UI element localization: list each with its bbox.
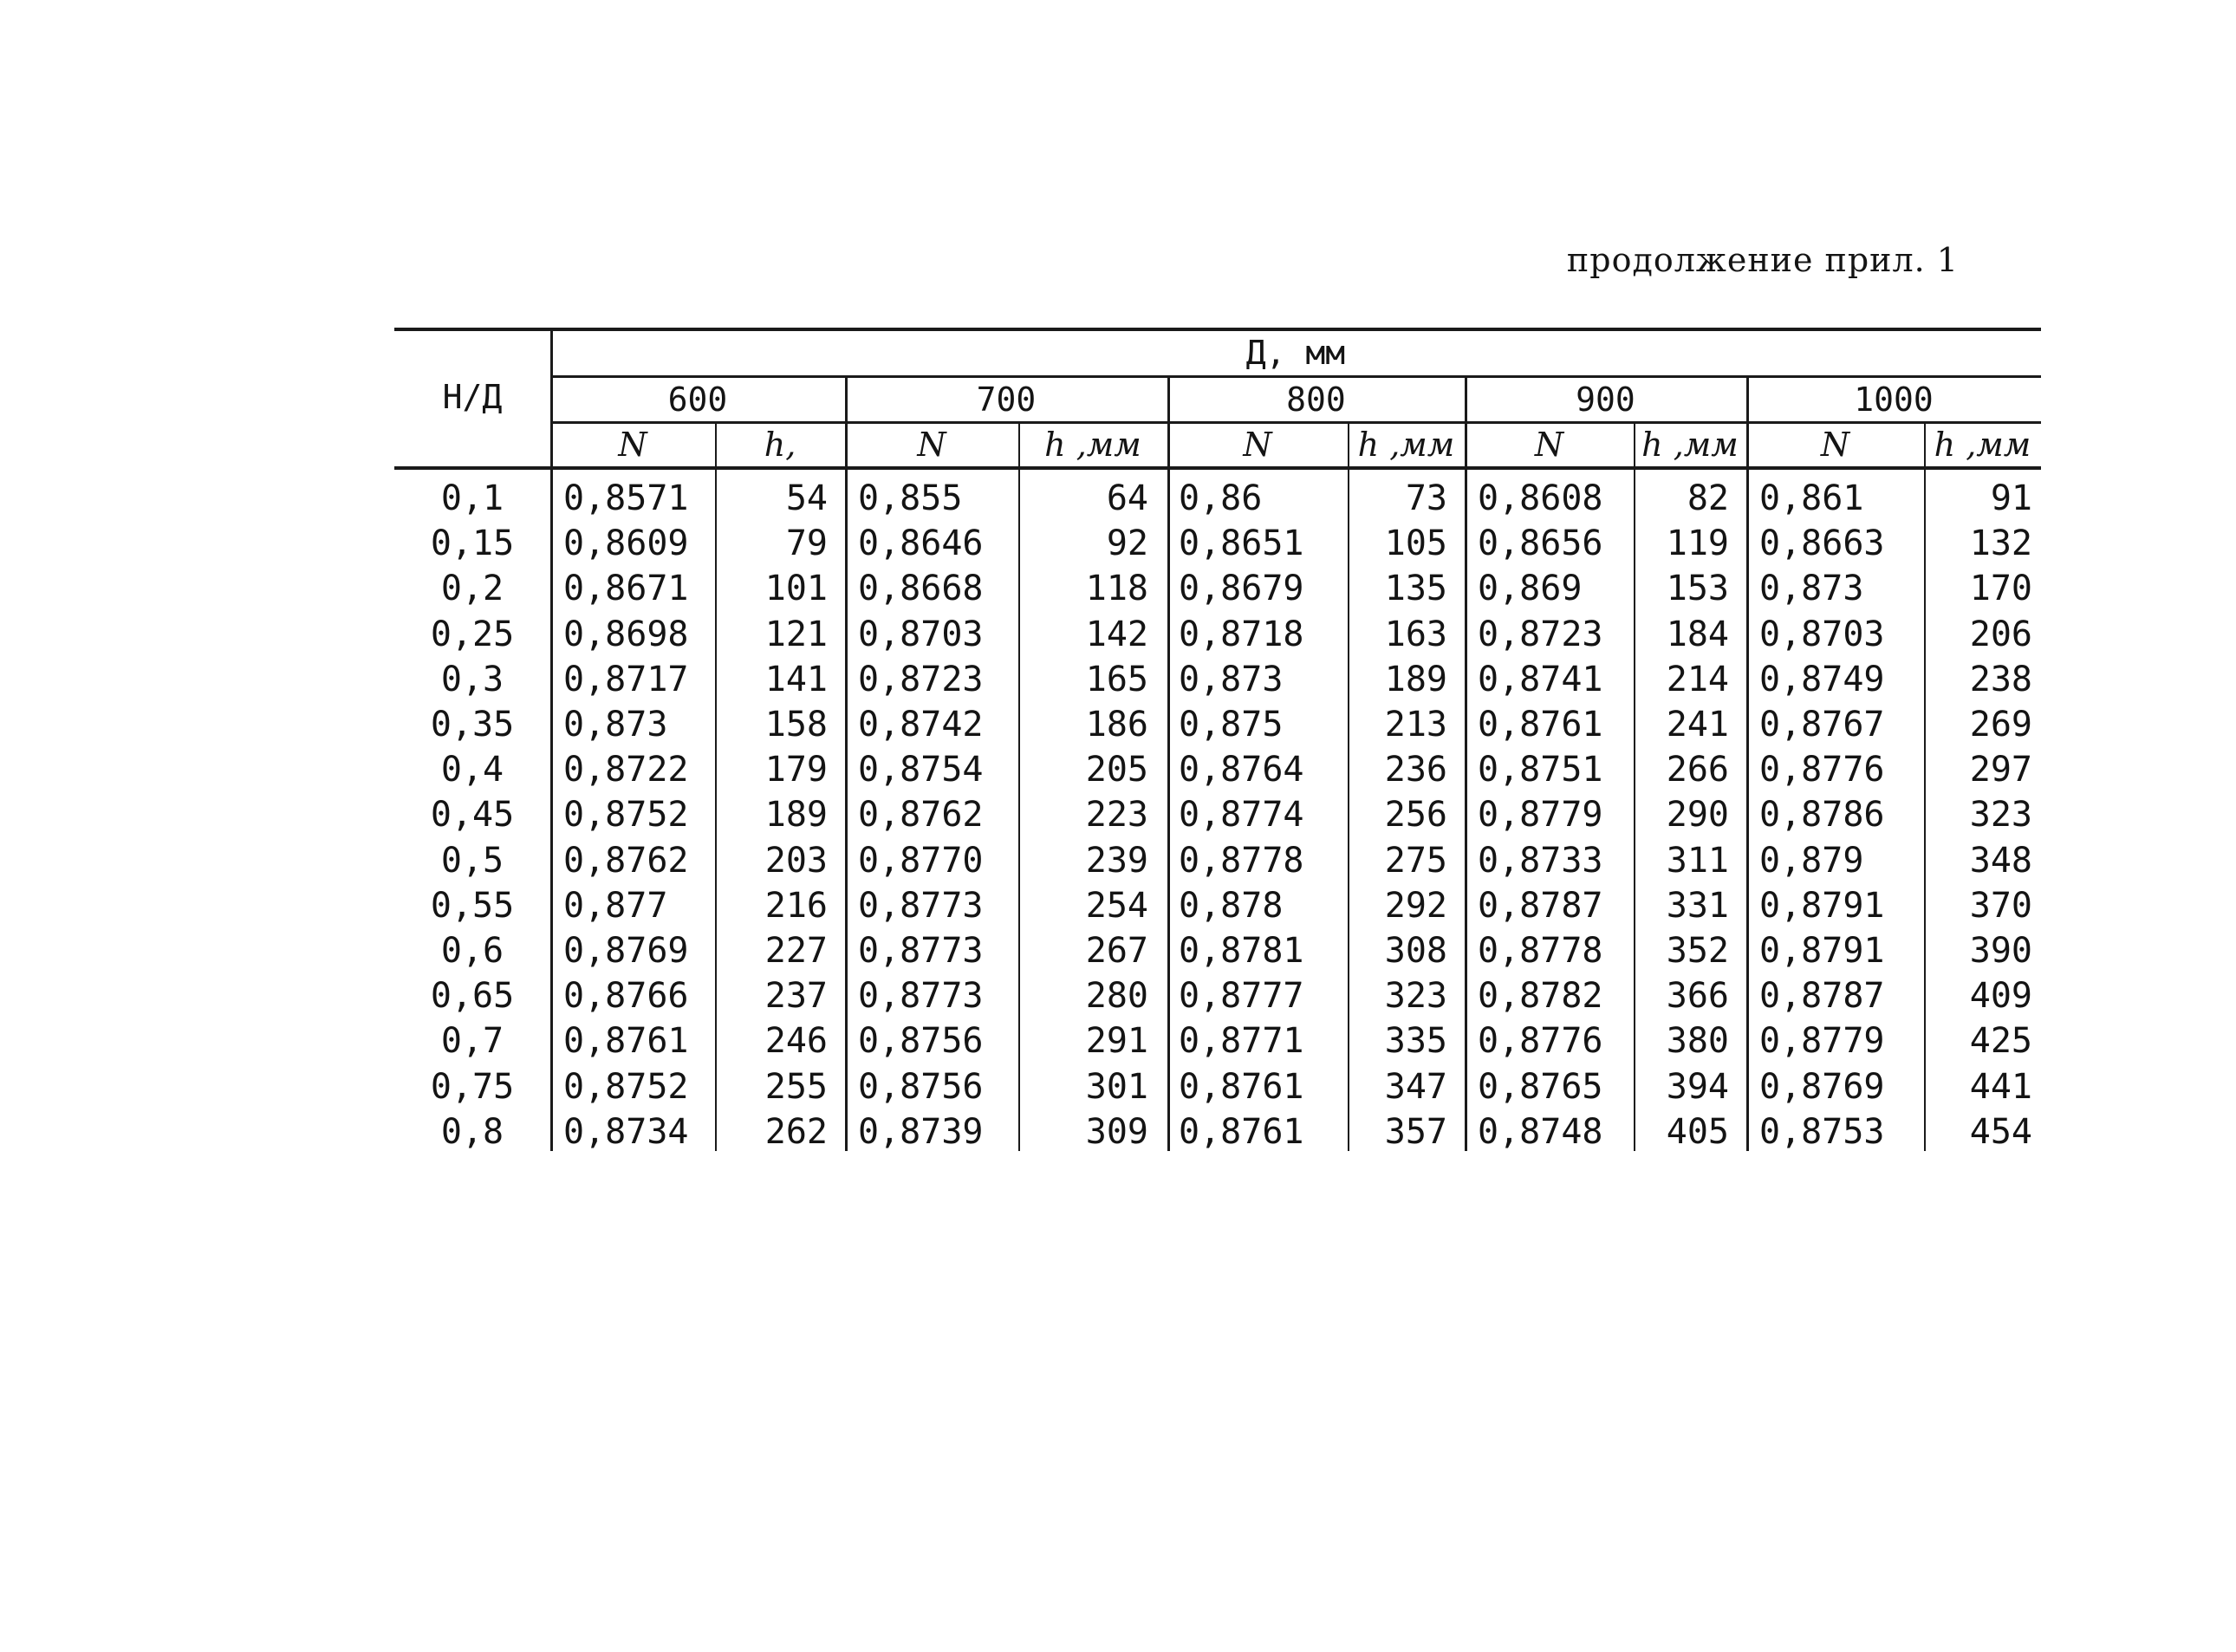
n-value-cell: 0,8761 — [563, 1021, 689, 1061]
n-value-cell: 0,8766 — [563, 976, 689, 1016]
n-value-cell: 0,8722 — [563, 750, 689, 790]
n-value-cell: 0,8756 — [858, 1067, 984, 1107]
hd-header: Н/Д — [442, 378, 503, 416]
h-value-cell: 205 — [1085, 750, 1148, 790]
h-value-cell: 163 — [1384, 615, 1447, 654]
n-value-cell: 0,8656 — [1478, 524, 1603, 563]
n-value-cell: 0,873 — [1179, 660, 1284, 699]
h-value-cell: 394 — [1666, 1067, 1729, 1107]
n-value-cell: 0,8739 — [858, 1112, 984, 1152]
h-value-cell: 92 — [1106, 524, 1148, 563]
n-value-cell: 0,8748 — [1478, 1112, 1603, 1152]
n-value-cell: 0,8609 — [563, 524, 689, 563]
n-header-1000: N — [1820, 426, 1850, 464]
n-value-cell: 0,8774 — [1179, 795, 1304, 835]
n-value-cell: 0,8753 — [1759, 1112, 1885, 1152]
h-value-cell: 238 — [1969, 660, 2032, 699]
h-value-cell: 380 — [1666, 1021, 1729, 1061]
h-value-cell: 179 — [764, 750, 828, 790]
n-value-cell: 0,8723 — [1478, 615, 1603, 654]
h-value-cell: 141 — [764, 660, 828, 699]
row-hd-value: 0,3 — [440, 660, 504, 699]
n-value-cell: 0,8651 — [1179, 524, 1304, 563]
n-value-cell: 0,877 — [563, 886, 668, 926]
n-value-cell: 0,8761 — [1179, 1112, 1304, 1152]
n-value-cell: 0,873 — [563, 705, 668, 745]
h-value-cell: 323 — [1969, 795, 2032, 835]
h-value-cell: 223 — [1085, 795, 1148, 835]
h-value-cell: 246 — [764, 1021, 828, 1061]
n-value-cell: 0,8698 — [563, 615, 689, 654]
n-value-cell: 0,8769 — [563, 931, 689, 971]
n-value-cell: 0,8791 — [1759, 886, 1885, 926]
h-value-cell: 280 — [1085, 976, 1148, 1016]
h-header-700: h ,мм — [1044, 426, 1141, 464]
n-value-cell: 0,8703 — [858, 615, 984, 654]
row-hd-value: 0,1 — [440, 478, 504, 518]
n-value-cell: 0,8786 — [1759, 795, 1885, 835]
h-header-900: h ,мм — [1641, 426, 1739, 464]
n-value-cell: 0,8663 — [1759, 524, 1885, 563]
n-value-cell: 0,8742 — [858, 705, 984, 745]
h-value-cell: 79 — [785, 524, 828, 563]
h-value-cell: 135 — [1384, 569, 1447, 608]
n-value-cell: 0,8776 — [1759, 750, 1885, 790]
n-value-cell: 0,8762 — [858, 795, 984, 835]
h-value-cell: 82 — [1687, 478, 1729, 518]
h-value-cell: 105 — [1384, 524, 1447, 563]
h-value-cell: 91 — [1990, 478, 2032, 518]
h-value-cell: 301 — [1085, 1067, 1148, 1107]
n-value-cell: 0,861 — [1759, 478, 1864, 518]
h-value-cell: 189 — [764, 795, 828, 835]
n-value-cell: 0,875 — [1179, 705, 1284, 745]
diameter-700-header: 700 — [976, 380, 1037, 419]
n-value-cell: 0,8741 — [1478, 660, 1603, 699]
n-value-cell: 0,8767 — [1759, 705, 1885, 745]
row-hd-value: 0,55 — [430, 886, 515, 926]
n-value-cell: 0,8765 — [1478, 1067, 1603, 1107]
n-header-900: N — [1534, 426, 1564, 464]
h-value-cell: 454 — [1969, 1112, 2032, 1152]
h-value-cell: 189 — [1384, 660, 1447, 699]
row-hd-value: 0,15 — [430, 524, 515, 563]
h-value-cell: 266 — [1666, 750, 1729, 790]
diameter-1000-header: 1000 — [1854, 380, 1934, 419]
h-value-cell: 214 — [1666, 660, 1729, 699]
h-value-cell: 203 — [764, 841, 828, 881]
n-value-cell: 0,8773 — [858, 931, 984, 971]
n-value-cell: 0,8668 — [858, 569, 984, 608]
h-value-cell: 370 — [1969, 886, 2032, 926]
h-value-cell: 331 — [1666, 886, 1729, 926]
diameter-900-header: 900 — [1576, 380, 1635, 419]
h-value-cell: 335 — [1384, 1021, 1447, 1061]
n-value-cell: 0,8773 — [858, 886, 984, 926]
n-value-cell: 0,8733 — [1478, 841, 1603, 881]
h-value-cell: 291 — [1085, 1021, 1148, 1061]
h-value-cell: 153 — [1666, 569, 1729, 608]
n-value-cell: 0,8571 — [563, 478, 689, 518]
n-value-cell: 0,8723 — [858, 660, 984, 699]
n-value-cell: 0,8679 — [1179, 569, 1304, 608]
n-value-cell: 0,8752 — [563, 795, 689, 835]
h-value-cell: 254 — [1085, 886, 1148, 926]
n-value-cell: 0,8781 — [1179, 931, 1304, 971]
caption: продолжение прил. 1 — [1566, 241, 1959, 279]
n-header-700: N — [917, 426, 946, 464]
row-hd-value: 0,75 — [430, 1067, 515, 1107]
n-value-cell: 0,8764 — [1179, 750, 1304, 790]
n-value-cell: 0,873 — [1759, 569, 1864, 608]
h-value-cell: 352 — [1666, 931, 1729, 971]
n-value-cell: 0,8752 — [563, 1067, 689, 1107]
n-value-cell: 0,8776 — [1478, 1021, 1603, 1061]
h-value-cell: 64 — [1106, 478, 1148, 518]
n-value-cell: 0,8703 — [1759, 615, 1885, 654]
n-value-cell: 0,8771 — [1179, 1021, 1304, 1061]
n-value-cell: 0,8718 — [1179, 615, 1304, 654]
h-value-cell: 348 — [1969, 841, 2032, 881]
h-value-cell: 121 — [764, 615, 828, 654]
h-value-cell: 409 — [1969, 976, 2032, 1016]
h-value-cell: 292 — [1384, 886, 1447, 926]
h-value-cell: 216 — [764, 886, 828, 926]
h-value-cell: 241 — [1666, 705, 1729, 745]
h-value-cell: 297 — [1969, 750, 2032, 790]
h-value-cell: 366 — [1666, 976, 1729, 1016]
row-hd-value: 0,8 — [440, 1112, 504, 1152]
h-value-cell: 269 — [1969, 705, 2032, 745]
n-value-cell: 0,8778 — [1478, 931, 1603, 971]
h-value-cell: 165 — [1085, 660, 1148, 699]
h-value-cell: 405 — [1666, 1112, 1729, 1152]
n-value-cell: 0,8782 — [1478, 976, 1603, 1016]
row-hd-value: 0,65 — [430, 976, 515, 1016]
n-header-800: N — [1243, 426, 1272, 464]
row-hd-value: 0,7 — [440, 1021, 504, 1061]
h-value-cell: 441 — [1969, 1067, 2032, 1107]
row-hd-value: 0,5 — [440, 841, 504, 881]
row-hd-value: 0,2 — [440, 569, 504, 608]
h-value-cell: 237 — [764, 976, 828, 1016]
h-header-1000: h ,мм — [1934, 426, 2031, 464]
row-hd-value: 0,6 — [440, 931, 504, 971]
diameter-800-header: 800 — [1286, 380, 1346, 419]
h-value-cell: 390 — [1969, 931, 2032, 971]
n-value-cell: 0,8777 — [1179, 976, 1304, 1016]
h-value-cell: 323 — [1384, 976, 1447, 1016]
vline-600-700 — [845, 375, 848, 1151]
n-value-cell: 0,8646 — [858, 524, 984, 563]
vline-700-800 — [1167, 375, 1170, 1151]
h-value-cell: 101 — [764, 569, 828, 608]
n-value-cell: 0,8756 — [858, 1021, 984, 1061]
h-value-cell: 213 — [1384, 705, 1447, 745]
n-value-cell: 0,8778 — [1179, 841, 1304, 881]
h-value-cell: 308 — [1384, 931, 1447, 971]
n-value-cell: 0,86 — [1179, 478, 1263, 518]
diameter-600-header: 600 — [667, 380, 728, 419]
n-value-cell: 0,878 — [1179, 886, 1284, 926]
h-value-cell: 262 — [764, 1112, 828, 1152]
h-value-cell: 309 — [1085, 1112, 1148, 1152]
vline-900-1000 — [1746, 375, 1749, 1151]
row-hd-value: 0,4 — [440, 750, 504, 790]
h-value-cell: 267 — [1085, 931, 1148, 971]
n-value-cell: 0,8779 — [1759, 1021, 1885, 1061]
h-value-cell: 311 — [1666, 841, 1729, 881]
header-bottom-rule — [394, 466, 2041, 470]
row-hd-value: 0,35 — [430, 705, 515, 745]
n-value-cell: 0,8754 — [858, 750, 984, 790]
n-value-cell: 0,8769 — [1759, 1067, 1885, 1107]
h-value-cell: 227 — [764, 931, 828, 971]
n-value-cell: 0,8773 — [858, 976, 984, 1016]
h-value-cell: 132 — [1969, 524, 2032, 563]
h-value-cell: 118 — [1085, 569, 1148, 608]
h-value-cell: 186 — [1085, 705, 1148, 745]
row-hd-value: 0,25 — [430, 615, 515, 654]
n-value-cell: 0,8717 — [563, 660, 689, 699]
h-value-cell: 170 — [1969, 569, 2032, 608]
n-value-cell: 0,8751 — [1478, 750, 1603, 790]
n-value-cell: 0,879 — [1759, 841, 1864, 881]
h-value-cell: 184 — [1666, 615, 1729, 654]
n-value-cell: 0,8787 — [1478, 886, 1603, 926]
d-group-header: Д, мм — [1245, 334, 1346, 372]
n-value-cell: 0,8761 — [1179, 1067, 1304, 1107]
h-value-cell: 239 — [1085, 841, 1148, 881]
data-table — [394, 328, 2041, 1151]
h-header-800: h ,мм — [1357, 426, 1455, 464]
n-value-cell: 0,8734 — [563, 1112, 689, 1152]
n-value-cell: 0,8791 — [1759, 931, 1885, 971]
n-value-cell: 0,855 — [858, 478, 963, 518]
n-value-cell: 0,869 — [1478, 569, 1583, 608]
h-value-cell: 357 — [1384, 1112, 1447, 1152]
n-value-cell: 0,8787 — [1759, 976, 1885, 1016]
n-value-cell: 0,8762 — [563, 841, 689, 881]
n-value-cell: 0,8761 — [1478, 705, 1603, 745]
h-value-cell: 236 — [1384, 750, 1447, 790]
h-header-600: h, — [764, 426, 796, 464]
h-value-cell: 347 — [1384, 1067, 1447, 1107]
h-value-cell: 206 — [1969, 615, 2032, 654]
n-value-cell: 0,8608 — [1478, 478, 1603, 518]
n-value-cell: 0,8770 — [858, 841, 984, 881]
h-value-cell: 275 — [1384, 841, 1447, 881]
h-value-cell: 290 — [1666, 795, 1729, 835]
n-value-cell: 0,8779 — [1478, 795, 1603, 835]
h-value-cell: 119 — [1666, 524, 1729, 563]
vline-800-900 — [1465, 375, 1467, 1151]
h-value-cell: 73 — [1405, 478, 1447, 518]
h-value-cell: 142 — [1085, 615, 1148, 654]
n-header-600: N — [618, 426, 647, 464]
h-value-cell: 256 — [1384, 795, 1447, 835]
h-value-cell: 54 — [785, 478, 828, 518]
h-value-cell: 425 — [1969, 1021, 2032, 1061]
row-hd-value: 0,45 — [430, 795, 515, 835]
h-value-cell: 158 — [764, 705, 828, 745]
n-value-cell: 0,8671 — [563, 569, 689, 608]
h-value-cell: 255 — [764, 1067, 828, 1107]
n-value-cell: 0,8749 — [1759, 660, 1885, 699]
